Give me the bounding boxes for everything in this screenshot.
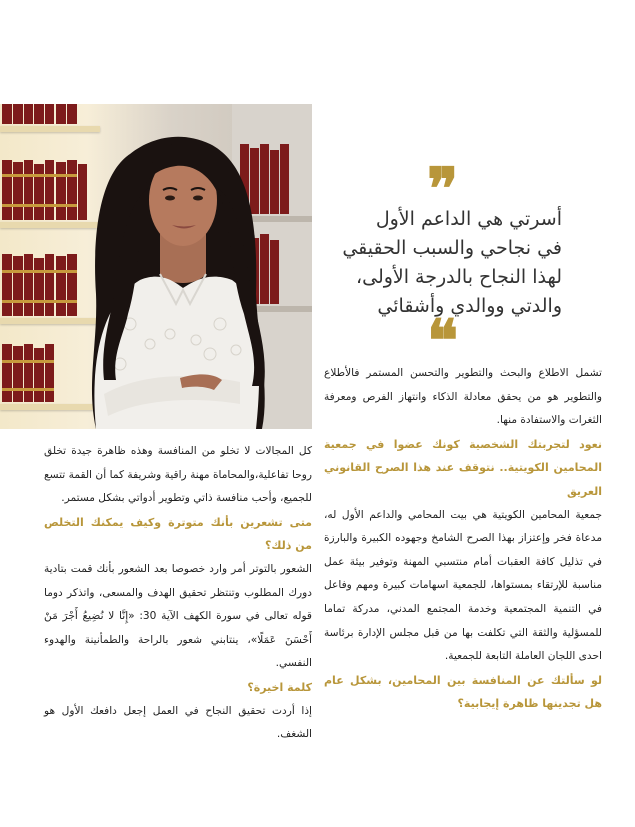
paragraph: تشمل الاطلاع والبحث والتطوير والتحسن المستمر فالأطلاع والتطوير هو من يحقق معادلة الذكاء وانتهاز الفرص ومعرفة الثغرات والاستفادة منها. <box>324 367 602 427</box>
quote-line: أسرتي هي الداعم الأول <box>375 208 562 230</box>
paragraph: إذا أردت تحقيق النجاح في العمل إجعل دافعك الأول هو الشغف. <box>44 704 312 741</box>
paragraph: الشعور بالتوتر أمر وارد خصوصا بعد الشعور بأنك قمت بتادية دورك المطلوب وتنتظر تحقيق الهدف والمسعى، واتذكر دوما قوله تعالى في سورة الكهف الآية 30: «إِنَّا لا نُضِيعُ أَجْرَ مَنْ أَحْسَنَ عَمَلًا»، ينتابني شعور بالراحة والطمأنينة والهدوء النفسي. <box>44 562 312 670</box>
article-column-right <box>324 362 602 716</box>
portrait-photo <box>0 104 312 429</box>
question-heading: لو سألتك عن المنافسة بين المحامين، بشكل عام هل تجدينها ظاهرة إيجابية؟ <box>324 673 602 711</box>
woman-portrait-image <box>0 104 312 429</box>
paragraph: كل المجالات لا تخلو من المنافسة وهذه ظاهرة جيدة تخلق روحا تفاعلية،والمحاماة مهنة راقية وشريفة كما أن القمة تتسع للجميع، وأحب منافسة ذاتي وتطوير أدواتي بشكل مستمر. <box>44 445 312 505</box>
question-heading: كلمة اخيرة؟ <box>247 680 312 694</box>
article-column-left <box>44 440 312 747</box>
question-heading: نعود لتجربتك الشخصية كونك عضوا في جمعية المحامين الكويتية.. نتوقف عند هذا الصرح القانوني العريق <box>324 437 602 498</box>
quote-line: والدتي ووالدي وأشقائي <box>377 295 562 317</box>
question-heading: متى تشعرين بأنك متوترة وكيف يمكنك التخلص من ذلك؟ <box>44 515 312 553</box>
quote-close-mark: ❝ <box>427 307 459 375</box>
quote-line: في نجاحي والسبب الحقيقي <box>342 237 562 259</box>
quote-open-mark: ❞ <box>427 155 459 223</box>
pull-quote <box>330 205 562 321</box>
quote-line: لهذا النجاح بالدرجة الأولى، <box>355 266 562 288</box>
paragraph: جمعية المحامين الكويتية هي بيت المحامي والداعم الأول له، مدعاة فخر وإعتزاز بهذا الصرح الشامخ وجهوده الكبيرة والبارزة في تذليل كافة العقبات أمام منتسبي المهنة وتوفير بيئة عمل مناسبة للإرتقاء بمستواها، للجمعية اسهامات كبيرة ومهم وفاعل في التنمية المجتمعية وخدمة المجتمع المدني، مدركة تماما للمسؤلية والثقة التي تكلفت بها من قبل مجلس الإدارة برئاسة احدى اللجان العاملة التابعة للجمعية. <box>324 508 602 663</box>
